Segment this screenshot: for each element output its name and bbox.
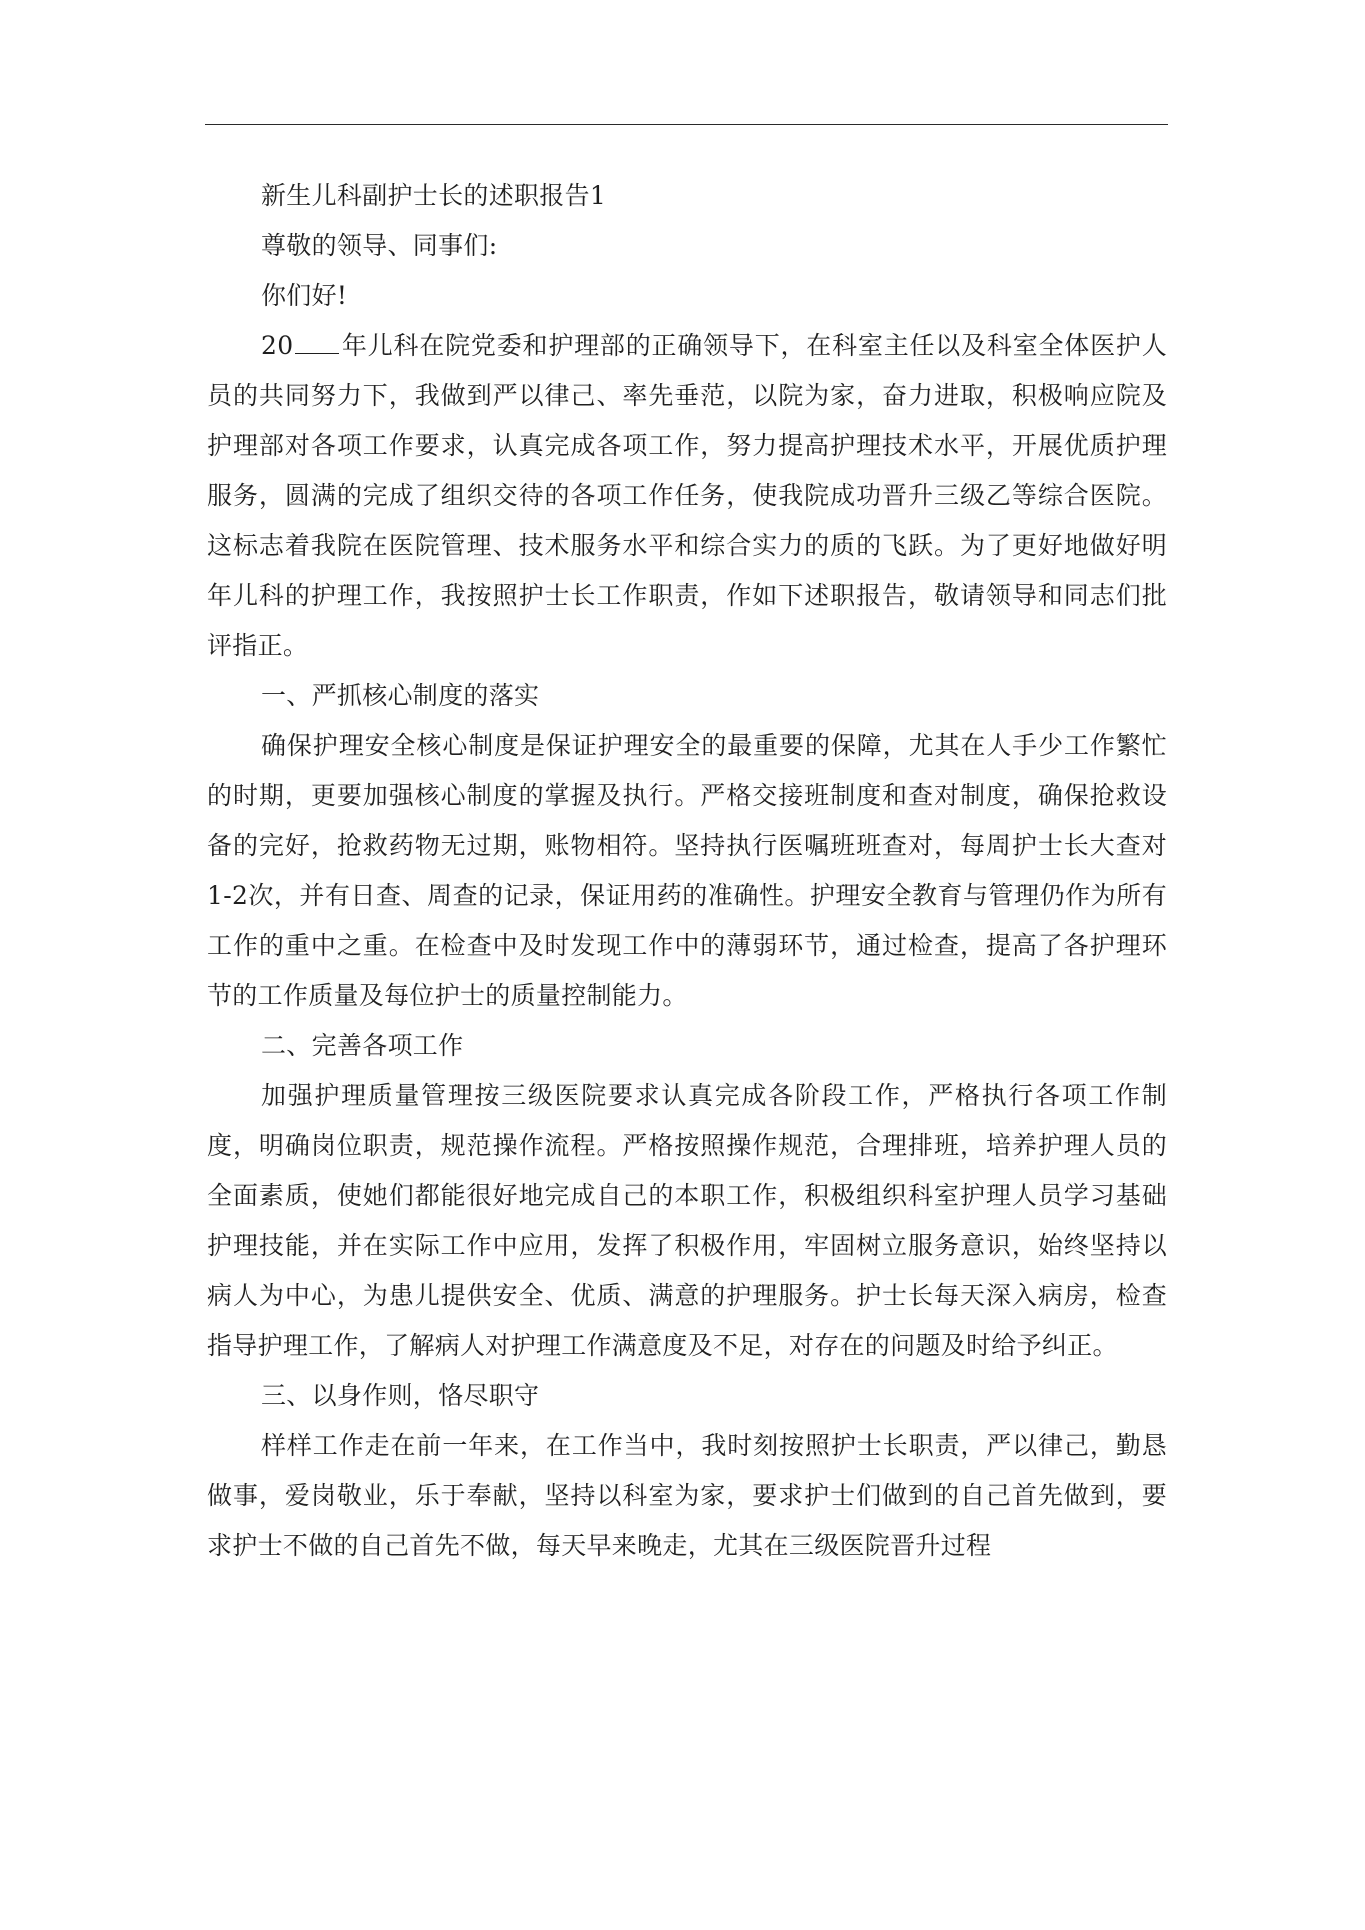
document-title: 新生儿科副护士长的述职报告1 [261, 181, 607, 210]
section-body: 样样工作走在前一年来，在工作当中，我时刻按照护士长职责，严以律己，勤恳做事，爱岗敬业，乐于奉献，坚持以科室为家，要求护士们做到的自己首先做到，要求护士不做的自己首先不做，每天早来晚走，尤其在三级医院晋升过程 [207, 1431, 1167, 1560]
section-heading: 三、以身作则，恪尽职守 [261, 1381, 540, 1410]
intro-text: 年儿科在院党委和护理部的正确领导下，在科室主任以及科室全体医护人员的共同努力下，我做到严以律己、率先垂范，以院为家，奋力进取，积极响应院及护理部对各项工作要求，认真完成各项工作，努力提高护理技术水平，开展优质护理服务，圆满的完成了组织交待的各项工作任务，使我院成功晋升三级乙等综合医院。这标志着我院在医院管理、技术服务水平和综合实力的质的飞跃。为了更好地做好明年儿科的护理工作，我按照护士长工作职责，作如下述职报告，敬请领导和同志们批评指正。 [207, 331, 1167, 660]
section-heading: 二、完善各项工作 [261, 1031, 464, 1060]
section-body: 加强护理质量管理按三级医院要求认真完成各阶段工作，严格执行各项工作制度，明确岗位职责，规范操作流程。严格按照操作规范，合理排班，培养护理人员的全面素质，使她们都能很好地完成自己的本职工作，积极组织科室护理人员学习基础护理技能，并在实际工作中应用，发挥了积极作用，牢固树立服务意识，始终坚持以病人为中心，为患儿提供安全、优质、满意的护理服务。护士长每天深入病房，检查指导护理工作，了解病人对护理工作满意度及不足，对存在的问题及时给予纠正。 [207, 1081, 1167, 1360]
salutation: 尊敬的领导、同事们: [261, 231, 498, 260]
greeting: 你们好! [261, 281, 348, 310]
year-blank [295, 333, 339, 354]
section-body: 确保护理安全核心制度是保证护理安全的最重要的保障，尤其在人手少工作繁忙的时期，更要加强核心制度的掌握及执行。严格交接班制度和查对制度，确保抢救设备的完好，抢救药物无过期，账物相符。坚持执行医嘱班班查对，每周护士长大查对1-2次，并有日查、周查的记录，保证用药的准确性。护理安全教育与管理仍作为所有工作的重中之重。在检查中及时发现工作中的薄弱环节，通过检查，提高了各护理环节的工作质量及每位护士的质量控制能力。 [207, 731, 1167, 1010]
section-heading: 一、严抓核心制度的落实 [261, 681, 540, 710]
intro-year-prefix: 20 [261, 331, 294, 360]
document-body [207, 171, 1167, 1571]
intro-paragraph [207, 321, 1167, 671]
header-rule [205, 124, 1168, 125]
